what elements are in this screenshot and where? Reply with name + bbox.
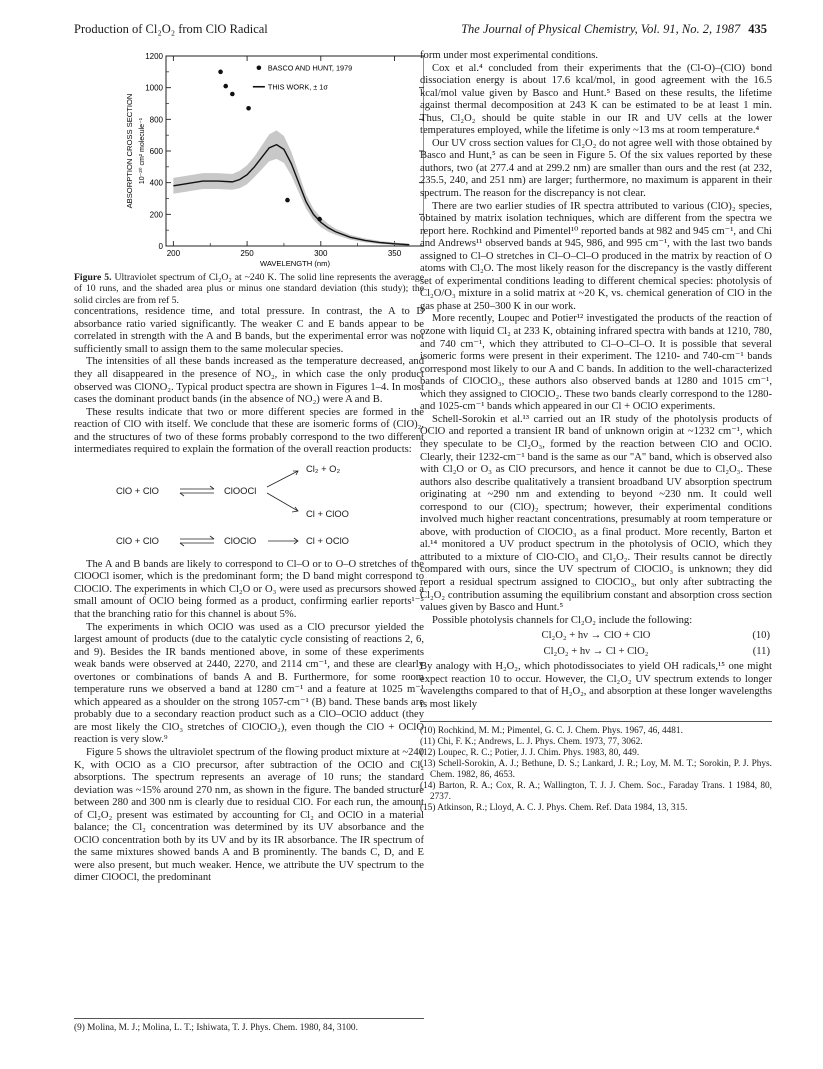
scheme-product-2: Cl + OClO (306, 534, 349, 546)
scheme-reactants-1: ClO + ClO (116, 484, 159, 496)
equation-11 (420, 646, 772, 659)
figure-5 (74, 50, 424, 272)
sd-band (173, 130, 409, 245)
equation-text: Cl₂O₂ + hν → ClO + ClO (541, 630, 651, 642)
x-axis-label: WAVELENGTH (nm) (259, 259, 331, 268)
journal-citation: The Journal of Physical Chemistry, Vol. 91, No. 2, 1987 (461, 22, 741, 36)
legend-label-line: THIS WORK, ± 1σ (267, 82, 328, 92)
scheme-arrows (74, 461, 424, 553)
legend-label-points: BASCO AND HUNT, 1979 (267, 63, 353, 73)
figure-caption (74, 272, 424, 306)
legend-marker-points (257, 65, 262, 70)
data-point-basco-hunt (223, 84, 228, 89)
paragraph: Cox et al.⁴ concluded from their experiments that the (Cl-O)–(ClO) bond dissociation energy is about 17.6 kcal/mol, in good agreement with the 16.5 kcal/mol value given by Basco and Hunt.⁵ Based on these results, the lifetime against thermal decomposition at 243 K can be estimated to be at least 1 min. Thus, Cl₂O₂ should be quite stable in our IR and UV cells at the lower temperatures employed, while the lifetime is only ~13 ms at room temperature.⁴ (420, 62, 772, 137)
y-axis-label: ABSORPTION CROSS SECTION (125, 93, 134, 209)
y-tick-label: 400 (149, 178, 163, 188)
scheme-reactants-2: ClO + ClO (116, 534, 159, 546)
paragraph: The A and B bands are likely to correspond to Cl–O or to O–O stretches of the ClOOCl isomer, which is the predominant form; the D band might correspond to ClOClO. The experiments in which Cl₂O or O₃ were used as precursors showed a small amount of OClO being formed as a product, confirming earlier reports¹⁻⁵ that the branching ratio for this channel is about 5%. (74, 558, 424, 620)
equation-10 (420, 630, 772, 643)
y-tick-label: 1200 (145, 52, 163, 61)
paragraph: The experiments in which OClO was used as a ClO precursor yielded the largest amount of products (due to the catalytic cycle consisting of reactions 2, 6, and 9). Besides the IR bands mentioned above, in some of these experiments weak bands were observed at 2440, 2270, and 2114 cm⁻¹, and these are clearly overtones or combinations of bands A and B. Furthermore, for some room temperature runs we observed a band at 1280 cm⁻¹ and a feature at 1025 m⁻¹ which appeared as a shoulder on the strong 1057-cm⁻¹ (B) band. These bands are probably due to a secondary reaction product such as a ClO–OClO adduct (they are most likely the ClO₃ stretches of ClOClO₂), even though the ClO + OClO reaction is very slow.⁹ (74, 621, 424, 746)
right-column (420, 50, 772, 814)
x-tick-label: 350 (387, 249, 402, 258)
reference: (10) Rochkind, M. M.; Pimentel, G. C. J. Chem. Phys. 1967, 46, 4481. (420, 726, 683, 737)
scheme-intermediate-2: ClOClO (224, 534, 257, 546)
data-point-basco-hunt (285, 198, 290, 203)
reference: (15) Atkinson, R.; Lloyd, A. C. J. Phys. Chem. Ref. Data 1984, 13, 315. (420, 803, 688, 814)
data-point-basco-hunt (230, 92, 235, 97)
reference: (14) Barton, R. A.; Cox, R. A.; Wallington, T. J. J. Chem. Soc., Faraday Trans. 1 1984, 80, 2737. (420, 781, 772, 803)
paragraph: Schell-Sorokin et al.¹³ carried out an IR study of the photolysis products of OClO and reported a transient IR band of unknown origin at ~1232 cm⁻¹, which they speculate to be Cl₂O₃, formed by the reaction between ClO and OClO. Clearly, their 1232-cm⁻¹ band is the same as our "A" band, which is observed also with Cl₂O or O₃ as ClO precursors, and hence it cannot be due to Cl₂O₃. These authors also describe qualitatively a transient broadband UV absorption spectrum originating at ~290 nm and extending to beyond ~230 nm. It could well correspond to our (ClO)₂ spectrum; however, their experimental conditions involved much higher reactant concentrations, presumably at room temperature or above, with production of ClOClO₃ as a final product. More recently, Barton et al.¹⁴ monitored a UV product spectrum in the photolysis of OClO, which they attributed to a mixture of ClO-ClO₃ and Cl₂O₂. Their results cannot be directly compared with ours, since the UV spectrum of ClOClO₃ is unknown; they did report a residual spectrum assigned to ClOClO₃, but only after subtracting the Cl₂O₂ contribution assuming the equilibrium constant and absorption cross section values given by Basco and Hunt.⁵ (420, 413, 772, 614)
paragraph: concentrations, residence time, and total pressure. In contrast, the A to D absorbance ratio varied significantly. The weaker C and E bands appear to be correlated in strength with the A and B bands, but the experimental error was not sufficiently small to assign them to the same molecular species. (74, 306, 424, 355)
equation-text: Cl₂O₂ + hν → Cl + ClO₂ (543, 645, 649, 657)
reference: (12) Loupec, R. C.; Potier, J. J. Chim. Phys. 1983, 80, 449. (420, 748, 640, 759)
x-tick-label: 250 (240, 249, 254, 258)
reference: (11) Chi, F. K.; Andrews, L. J. Phys. Chem. 1973, 77, 3062. (420, 737, 643, 748)
uv-spectrum-chart (74, 50, 424, 272)
caption-text: Ultraviolet spectrum of Cl₂O₂ at ~240 K. The solid line represents the average of 10 runs, and the shaded area plus or minus one standard deviation (this study); the solid circles are from ref 5. (74, 272, 425, 306)
reaction-scheme (74, 461, 424, 553)
reference: (13) Schell-Sorokin, A. J.; Bethune, D. S.; Lankard, J. R.; Loy, M. M. T.; Sorokin, P. J. Phys. Chem. 1982, 86, 4653. (420, 759, 772, 781)
y-tick-label: 800 (149, 115, 163, 125)
y-tick-label: 600 (149, 147, 163, 156)
paragraph: The intensities of all these bands increased as the temperature decreased, and they all disappeared in the presence of NO₂, in which case the only product observed was ClONO₂. Typical product spectra are shown in Figures 1–4. In most cases the dominant product bands (in the absence of NO₂) were A and B. (74, 356, 424, 406)
caption-label: Figure 5. (74, 272, 112, 283)
data-point-basco-hunt (317, 217, 322, 222)
y-tick-label: 0 (158, 242, 163, 251)
page-number: 435 (748, 22, 767, 36)
y-axis-unit-label: 10⁻²⁰ cm² molecule⁻¹ (139, 117, 146, 185)
equation-number: (10) (752, 630, 770, 642)
equation-number: (11) (752, 645, 770, 657)
scheme-intermediate-1: ClOOCl (224, 484, 257, 496)
scheme-product-1a: Cl₂ + O₂ (306, 462, 341, 474)
y-tick-label: 200 (149, 210, 163, 220)
paragraph: There are two earlier studies of IR spectra attributed to various (ClO)₂ species, obtained by matrix isolation techniques, which are different from the spectra we report here. Rochkind and Pimentel¹⁰ reported bands at 982 and 945 cm⁻¹, and Chi and Andrews¹¹ observed bands at 945, 986, and 995 cm⁻¹, with the last two bands assigned to Cl–O stretches in Cl–O–Cl–O produced in the matrix by reaction of O atoms with Cl₂O. The most likely reason for the discrepancy is the vastly different set of experimental conditions leading to different chemical species: photolysis of Cl₂O/O₃ mixture in a solid matrix at ~20 K, vs. chemical generation of ClO in the gas phase at 250–300 K in our work. (420, 200, 772, 312)
data-point-basco-hunt (246, 106, 251, 111)
paragraph: More recently, Loupec and Potier¹² investigated the products of the reaction of ozone with liquid Cl₂ at 233 K, obtaining infrared spectra with bands at 1210, 780, and 740 cm⁻¹, which they attributed to Cl–O–Cl–O. It is possible that several isomeric forms were present in their experiment. The 1210- and 740-cm⁻¹ bands correspond most likely to our A and C bands. In addition to the well-characterized bands of ClOClO₃, these authors also observed bands at 1280 and 1015 cm⁻¹, which they assigned to ClOClO₂. These two bands clearly correspond to the 1280- and 1025-cm⁻¹ bands which appeared in our Cl + OClO experiments. (420, 313, 772, 413)
running-header-journal (461, 22, 767, 37)
paragraph: Possible photolysis channels for Cl₂O₂ include the following: (432, 614, 693, 626)
data-point-basco-hunt (218, 70, 223, 75)
references (420, 721, 772, 814)
paragraph: These results indicate that two or more different species are formed in the reaction of ClO with itself. We conclude that these are isomeric forms of (ClO)₂, and the structures of two of these forms probably correspond to the two different intermediates required to explain the formation of the overall reaction products: (74, 406, 424, 456)
running-header-title: Production of Cl₂O₂ from ClO Radical (74, 22, 268, 36)
left-column (74, 50, 424, 885)
paragraph: By analogy with H₂O₂, which photodissociates to yield OH radicals,¹⁵ one might expect reaction 10 to occur. However, the Cl₂O₂ UV spectrum extends to longer wavelengths compared to that of H₂O₂, and absorption at these longer wavelengths is most likely (420, 661, 772, 710)
paragraph: Figure 5 shows the ultraviolet spectrum of the flowing product mixture at ~240 K, with OClO as a ClO precursor, after subtraction of the OClO and Cl₂ absorptions. The spectrum represents an average of 10 runs; the standard deviation was ~15% around 270 nm, as shown in the figure. The banded structure between 280 and 300 nm is clearly due to residual ClO. For each run, the amount of Cl₂O₂ present was estimated by accounting for Cl₂ and OClO in a material balance; the Cl₂ concentration was determined by its UV absorbance and the OClO concentration both by its UV and by its IR absorbance. The IR spectrum of the same mixtures showed bands A and B prominently. The bands C, D, and E were also present, but much weaker. Hence, we attribute the UV spectrum to the dimer ClOOCl, the predominant (74, 746, 424, 884)
x-tick-label: 200 (166, 249, 181, 258)
paragraph: form under most experimental conditions. (420, 50, 598, 61)
footnote: (9) Molina, M. J.; Molina, L. T.; Ishiwata, T. J. Phys. Chem. 1980, 84, 3100. (74, 1018, 424, 1034)
paragraph: Our UV cross section values for Cl₂O₂ do not agree well with those obtained by Basco and Hunt,⁵ as can be seen in Figure 5. Of the six values reported by these authors, two (at 277.4 and at 299.2 nm) are smaller than ours and the rest (at 232, 235.5, 240, and 251 nm) are larger; furthermore, no maximum is apparent in their spectrum. The reason for the discrepancy is not clear. (420, 137, 772, 200)
scheme-product-1b: Cl + ClOO (306, 507, 349, 519)
y-tick-label: 1000 (145, 83, 163, 93)
x-tick-label: 300 (314, 249, 328, 258)
